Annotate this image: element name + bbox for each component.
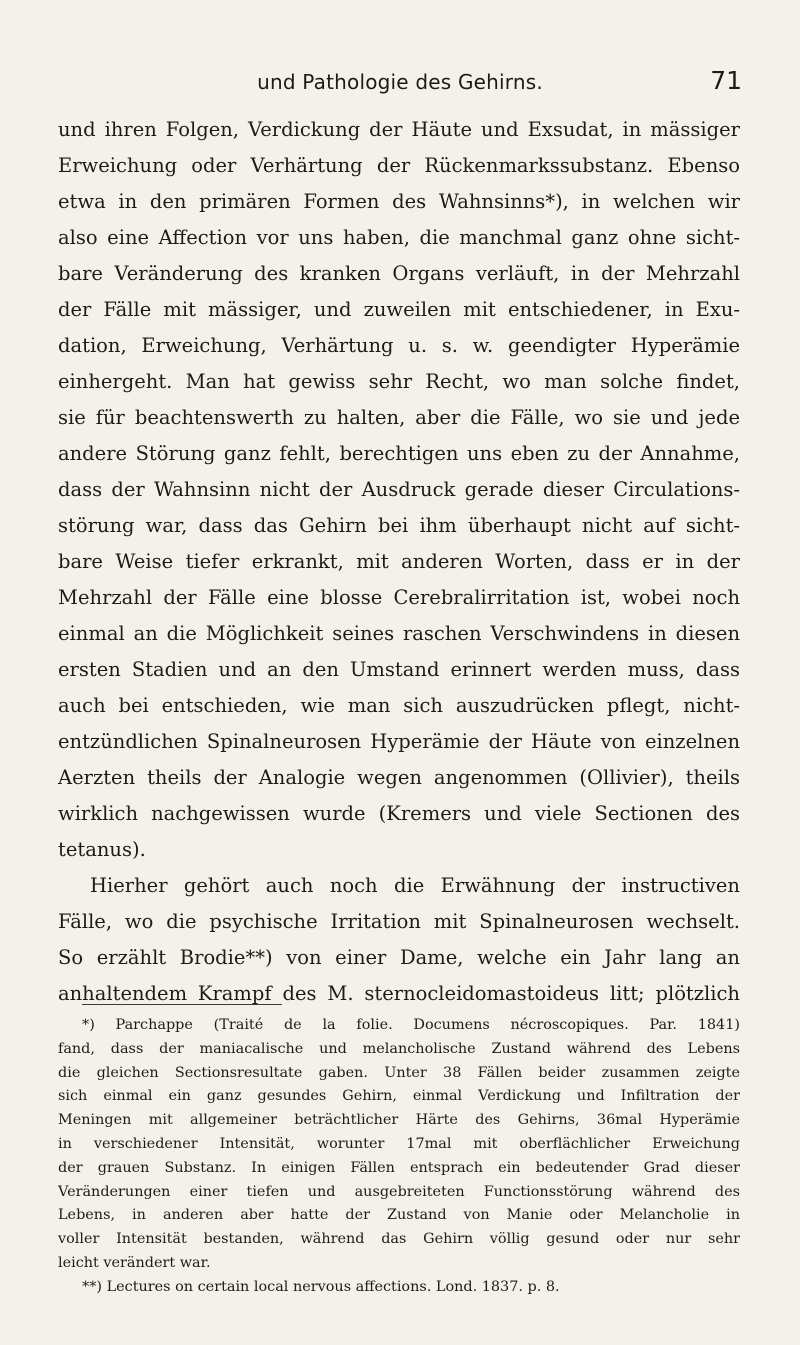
body-line: Hierher gehört auch noch die Erwähnung der instructiven xyxy=(90,874,740,897)
footnote-line: voller Intensität bestanden, während das Gehirn völlig gesund oder nur sehr xyxy=(58,1231,740,1248)
body-line: wirklich nachgewissen wurde (Kremers und viele Sectionen des xyxy=(58,802,740,825)
body-line: anhaltendem Krampf des M. sternocleidomastoideus litt; plötzlich xyxy=(58,982,740,1005)
body-line: sie für beachtenswerth zu halten, aber die Fälle, wo sie und jede xyxy=(58,406,740,429)
footnotes xyxy=(58,1014,740,1300)
footnote-line: Lebens, in anderen aber hatte der Zustand von Manie oder Melancholie in xyxy=(58,1207,740,1224)
body-line: Fälle, wo die psychische Irritation mit Spinalneurosen wechselt. xyxy=(58,910,740,933)
body-line: dation, Erweichung, Verhärtung u. s. w. geendigter Hyperämie xyxy=(58,334,740,357)
body-line: bare Veränderung des kranken Organs verläuft, in der Mehrzahl xyxy=(58,262,740,285)
footnote-line: leicht verändert war. xyxy=(58,1254,211,1271)
body-line: entzündlichen Spinalneurosen Hyperämie der Häute von einzelnen xyxy=(58,730,740,753)
running-title: und Pathologie des Gehirns. xyxy=(257,70,543,94)
footnote-line: die gleichen Sectionsresultate gaben. Unter 38 Fällen beider zusammen zeigte xyxy=(58,1064,740,1081)
body-line: also eine Affection vor uns haben, die manchmal ganz ohne sicht- xyxy=(58,226,740,249)
body-line: der Fälle mit mässiger, und zuweilen mit entschiedener, in Exu- xyxy=(58,298,740,321)
body-line: etwa in den primären Formen des Wahnsinns*), in welchen wir xyxy=(58,190,740,213)
footnote-line: in verschiedener Intensität, worunter 17mal mit oberflächlicher Erweichung xyxy=(58,1135,740,1152)
body-line: einhergeht. Man hat gewiss sehr Recht, wo man solche findet, xyxy=(58,370,740,393)
page-header xyxy=(58,66,742,104)
footnote-line: Veränderungen einer tiefen und ausgebreiteten Functionsstörung während des xyxy=(58,1183,740,1200)
footnote-separator xyxy=(82,1004,282,1005)
body-text xyxy=(58,112,740,1012)
footnote-line: Meningen mit allgemeiner beträchtlicher Härte des Gehirns, 36mal Hyperämie xyxy=(58,1112,740,1129)
body-line: So erzählt Brodie**) von einer Dame, welche ein Jahr lang an xyxy=(58,946,740,969)
body-line: ersten Stadien und an den Umstand erinnert werden muss, dass xyxy=(58,658,740,681)
footnote-line: der grauen Substanz. In einigen Fällen entsprach ein bedeutender Grad dieser xyxy=(58,1159,740,1176)
body-line: dass der Wahnsinn nicht der Ausdruck gerade dieser Circulations- xyxy=(58,478,740,501)
body-line: bare Weise tiefer erkrankt, mit anderen Worten, dass er in der xyxy=(58,550,740,573)
footnote-line: fand, dass der maniacalische und melancholische Zustand während des Lebens xyxy=(58,1040,740,1057)
body-line: andere Störung ganz fehlt, berechtigen uns eben zu der Annahme, xyxy=(58,442,740,465)
footnote-line: *) Parchappe (Traité de la folie. Documens nécroscopiques. Par. 1841) xyxy=(82,1017,740,1033)
body-line: auch bei entschieden, wie man sich auszudrücken pflegt, nicht- xyxy=(58,694,740,717)
body-line: Erweichung oder Verhärtung der Rückenmarkssubstanz. Ebenso xyxy=(58,154,740,177)
body-line: Aerzten theils der Analogie wegen angenommen (Ollivier), theils xyxy=(58,766,740,789)
footnote-line: **) Lectures on certain local nervous affections. Lond. 1837. p. 8. xyxy=(82,1278,560,1295)
body-line: einmal an die Möglichkeit seines raschen Verschwindens in diesen xyxy=(58,622,740,645)
body-line: Mehrzahl der Fälle eine blosse Cerebralirritation ist, wobei noch xyxy=(58,586,740,609)
body-line: tetanus). xyxy=(58,838,146,861)
page-number: 71 xyxy=(710,66,742,95)
body-line: und ihren Folgen, Verdickung der Häute und Exsudat, in mässiger xyxy=(58,118,740,141)
body-line: störung war, dass das Gehirn bei ihm überhaupt nicht auf sicht- xyxy=(58,514,740,537)
footnote-line: sich einmal ein ganz gesundes Gehirn, einmal Verdickung und Infiltration der xyxy=(58,1088,740,1105)
